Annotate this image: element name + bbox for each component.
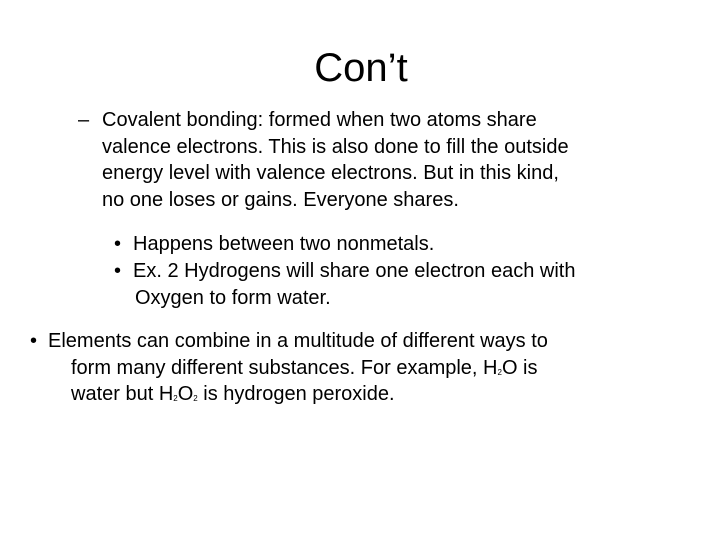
covalent-line-3: energy level with valence electrons. But in this kind, bbox=[102, 162, 559, 185]
h2o2-subscript-o: 2 bbox=[193, 394, 198, 404]
covalent-line-1: Covalent bonding: formed when two atoms share bbox=[102, 109, 537, 131]
elements-line-2-text: form many different substances. For example, H bbox=[71, 356, 498, 379]
example-text bbox=[133, 258, 575, 311]
bullet-icon: • bbox=[114, 260, 122, 282]
elements-line-1: Elements can combine in a multitude of different ways to bbox=[48, 330, 548, 352]
elements-line-3-text: water but H bbox=[71, 383, 174, 406]
elements-line-3-o: O bbox=[177, 383, 194, 406]
elements-line-2-end: O is bbox=[501, 356, 538, 379]
slide-title-text: Con’t bbox=[314, 46, 408, 90]
covalent-bonding-text bbox=[102, 107, 569, 213]
bullet-icon: • bbox=[114, 233, 122, 255]
h2o2-subscript-h: 2 bbox=[173, 394, 178, 404]
covalent-line-4: no one loses or gains. Everyone shares. bbox=[102, 188, 459, 211]
nonmetals-text bbox=[133, 231, 434, 258]
example-line-2: Oxygen to form water. bbox=[135, 286, 331, 309]
h2o-subscript: 2 bbox=[497, 367, 502, 377]
elements-line-3-end: is hydrogen peroxide. bbox=[197, 383, 395, 406]
elements-line-2 bbox=[48, 355, 548, 382]
elements-line-3 bbox=[48, 381, 548, 408]
nonmetals-line-1: Happens between two nonmetals. bbox=[133, 233, 435, 255]
dash-marker: – bbox=[78, 109, 90, 131]
bullet-icon: • bbox=[30, 330, 38, 352]
elements-text bbox=[48, 328, 548, 408]
covalent-line-2: valence electrons. This is also done to fill the outside bbox=[102, 135, 569, 158]
example-line-1: Ex. 2 Hydrogens will share one electron each with bbox=[133, 260, 576, 282]
